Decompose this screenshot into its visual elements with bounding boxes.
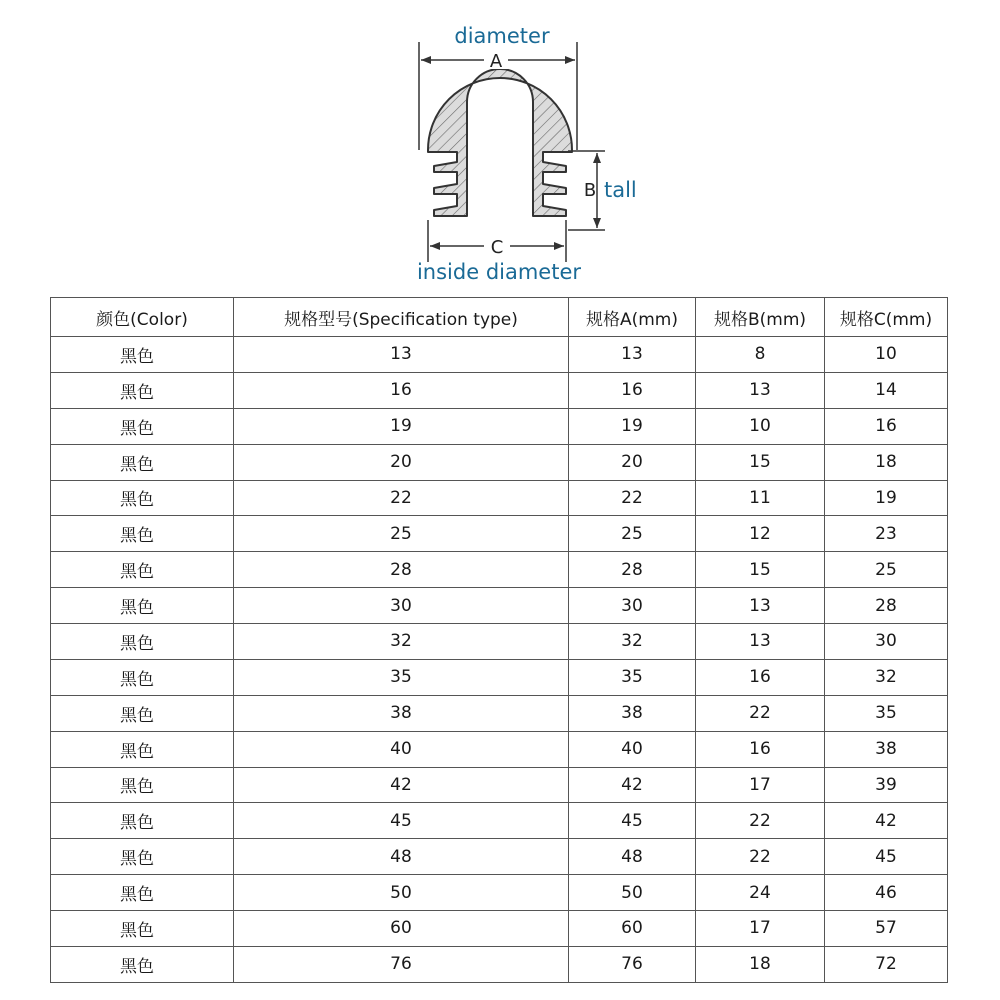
cell-color: 黑色 — [51, 839, 234, 875]
cell-color: 黑色 — [51, 624, 234, 660]
cell-spec-type: 16 — [234, 372, 569, 408]
cell-spec-b: 13 — [696, 588, 825, 624]
cell-color: 黑色 — [51, 444, 234, 480]
cell-color: 黑色 — [51, 695, 234, 731]
cell-spec-a: 60 — [569, 911, 696, 947]
cell-spec-b: 13 — [696, 372, 825, 408]
dimension-a-label: A — [489, 51, 503, 72]
table-row — [51, 372, 948, 408]
cell-color: 黑色 — [51, 659, 234, 695]
table-row — [51, 875, 948, 911]
cell-spec-b: 22 — [696, 803, 825, 839]
table-row — [51, 588, 948, 624]
cell-spec-c: 16 — [825, 408, 948, 444]
table-row — [51, 408, 948, 444]
cell-spec-b: 10 — [696, 408, 825, 444]
cell-spec-type: 28 — [234, 552, 569, 588]
cell-spec-b: 16 — [696, 659, 825, 695]
cell-spec-c: 35 — [825, 695, 948, 731]
cell-spec-c: 30 — [825, 624, 948, 660]
cell-color: 黑色 — [51, 516, 234, 552]
dimension-b-arrow-bottom — [593, 218, 601, 228]
cell-spec-c: 57 — [825, 911, 948, 947]
dimension-a-arrow-left — [421, 56, 431, 64]
cell-spec-b: 17 — [696, 911, 825, 947]
dimension-c-arrow-left — [430, 242, 440, 250]
cell-spec-type: 19 — [234, 408, 569, 444]
cell-spec-type: 76 — [234, 946, 569, 982]
cell-spec-b: 22 — [696, 695, 825, 731]
cell-spec-c: 45 — [825, 839, 948, 875]
cell-spec-a: 48 — [569, 839, 696, 875]
table-row — [51, 516, 948, 552]
cell-spec-c: 42 — [825, 803, 948, 839]
cell-spec-b: 11 — [696, 480, 825, 516]
header-spec-a: 规格A(mm) — [569, 298, 696, 337]
spec-table — [50, 297, 948, 983]
cell-spec-type: 30 — [234, 588, 569, 624]
dimension-c-label: C — [490, 237, 504, 258]
cell-spec-a: 28 — [569, 552, 696, 588]
cell-color: 黑色 — [51, 803, 234, 839]
cell-spec-a: 30 — [569, 588, 696, 624]
cell-spec-type: 42 — [234, 767, 569, 803]
cell-spec-a: 45 — [569, 803, 696, 839]
cell-color: 黑色 — [51, 911, 234, 947]
cell-spec-a: 25 — [569, 516, 696, 552]
cell-spec-b: 16 — [696, 731, 825, 767]
cell-spec-b: 13 — [696, 624, 825, 660]
cell-spec-a: 20 — [569, 444, 696, 480]
table-header-row — [51, 298, 948, 337]
cell-color: 黑色 — [51, 946, 234, 982]
table-row — [51, 911, 948, 947]
cell-spec-b: 22 — [696, 839, 825, 875]
table-row — [51, 659, 948, 695]
cell-spec-c: 39 — [825, 767, 948, 803]
cell-spec-b: 15 — [696, 552, 825, 588]
cell-color: 黑色 — [51, 337, 234, 373]
cell-spec-c: 10 — [825, 337, 948, 373]
cell-spec-b: 12 — [696, 516, 825, 552]
cell-spec-c: 72 — [825, 946, 948, 982]
table-row — [51, 695, 948, 731]
cell-spec-b: 18 — [696, 946, 825, 982]
dimension-a-arrow-right — [565, 56, 575, 64]
cell-spec-c: 14 — [825, 372, 948, 408]
cell-spec-a: 32 — [569, 624, 696, 660]
cell-color: 黑色 — [51, 588, 234, 624]
header-spec-type: 规格型号(Specification type) — [234, 298, 569, 337]
cell-color: 黑色 — [51, 767, 234, 803]
header-spec-b: 规格B(mm) — [696, 298, 825, 337]
cell-spec-type: 20 — [234, 444, 569, 480]
cell-spec-a: 40 — [569, 731, 696, 767]
table-body — [51, 337, 948, 983]
cell-spec-type: 32 — [234, 624, 569, 660]
cell-spec-type: 22 — [234, 480, 569, 516]
table-row — [51, 839, 948, 875]
cell-spec-type: 35 — [234, 659, 569, 695]
cell-spec-type: 25 — [234, 516, 569, 552]
cell-spec-a: 76 — [569, 946, 696, 982]
diameter-label: diameter — [454, 24, 550, 48]
dimension-b-arrow-top — [593, 153, 601, 163]
cell-spec-type: 48 — [234, 839, 569, 875]
cell-spec-c: 18 — [825, 444, 948, 480]
end-cap-diagram — [0, 0, 1000, 295]
cell-spec-type: 45 — [234, 803, 569, 839]
cell-spec-b: 17 — [696, 767, 825, 803]
cell-spec-b: 24 — [696, 875, 825, 911]
cell-spec-a: 42 — [569, 767, 696, 803]
cell-spec-a: 38 — [569, 695, 696, 731]
table-row — [51, 444, 948, 480]
cell-spec-b: 15 — [696, 444, 825, 480]
cell-color: 黑色 — [51, 408, 234, 444]
cell-spec-type: 60 — [234, 911, 569, 947]
dimension-b-label: B — [583, 180, 597, 201]
cap-cross-section — [428, 69, 572, 216]
table-row — [51, 480, 948, 516]
cell-spec-c: 23 — [825, 516, 948, 552]
cell-spec-a: 19 — [569, 408, 696, 444]
table-row — [51, 337, 948, 373]
cell-spec-b: 8 — [696, 337, 825, 373]
cell-spec-type: 50 — [234, 875, 569, 911]
dimension-c-arrow-right — [554, 242, 564, 250]
cell-color: 黑色 — [51, 480, 234, 516]
cell-color: 黑色 — [51, 372, 234, 408]
cell-spec-a: 50 — [569, 875, 696, 911]
table-row — [51, 803, 948, 839]
cell-spec-a: 13 — [569, 337, 696, 373]
cell-spec-c: 28 — [825, 588, 948, 624]
cell-spec-a: 22 — [569, 480, 696, 516]
cell-color: 黑色 — [51, 731, 234, 767]
table-row — [51, 624, 948, 660]
table-row — [51, 946, 948, 982]
cell-spec-type: 40 — [234, 731, 569, 767]
cell-spec-c: 32 — [825, 659, 948, 695]
cell-spec-c: 46 — [825, 875, 948, 911]
cell-spec-a: 16 — [569, 372, 696, 408]
cell-spec-a: 35 — [569, 659, 696, 695]
tall-label: tall — [604, 178, 637, 202]
table-row — [51, 731, 948, 767]
cell-spec-c: 19 — [825, 480, 948, 516]
header-color: 颜色(Color) — [51, 298, 234, 337]
header-spec-c: 规格C(mm) — [825, 298, 948, 337]
cell-color: 黑色 — [51, 552, 234, 588]
cell-spec-type: 38 — [234, 695, 569, 731]
table-row — [51, 767, 948, 803]
cell-color: 黑色 — [51, 875, 234, 911]
inside-diameter-label: inside diameter — [416, 260, 582, 284]
cell-spec-c: 38 — [825, 731, 948, 767]
cell-spec-c: 25 — [825, 552, 948, 588]
table-row — [51, 552, 948, 588]
cell-spec-type: 13 — [234, 337, 569, 373]
